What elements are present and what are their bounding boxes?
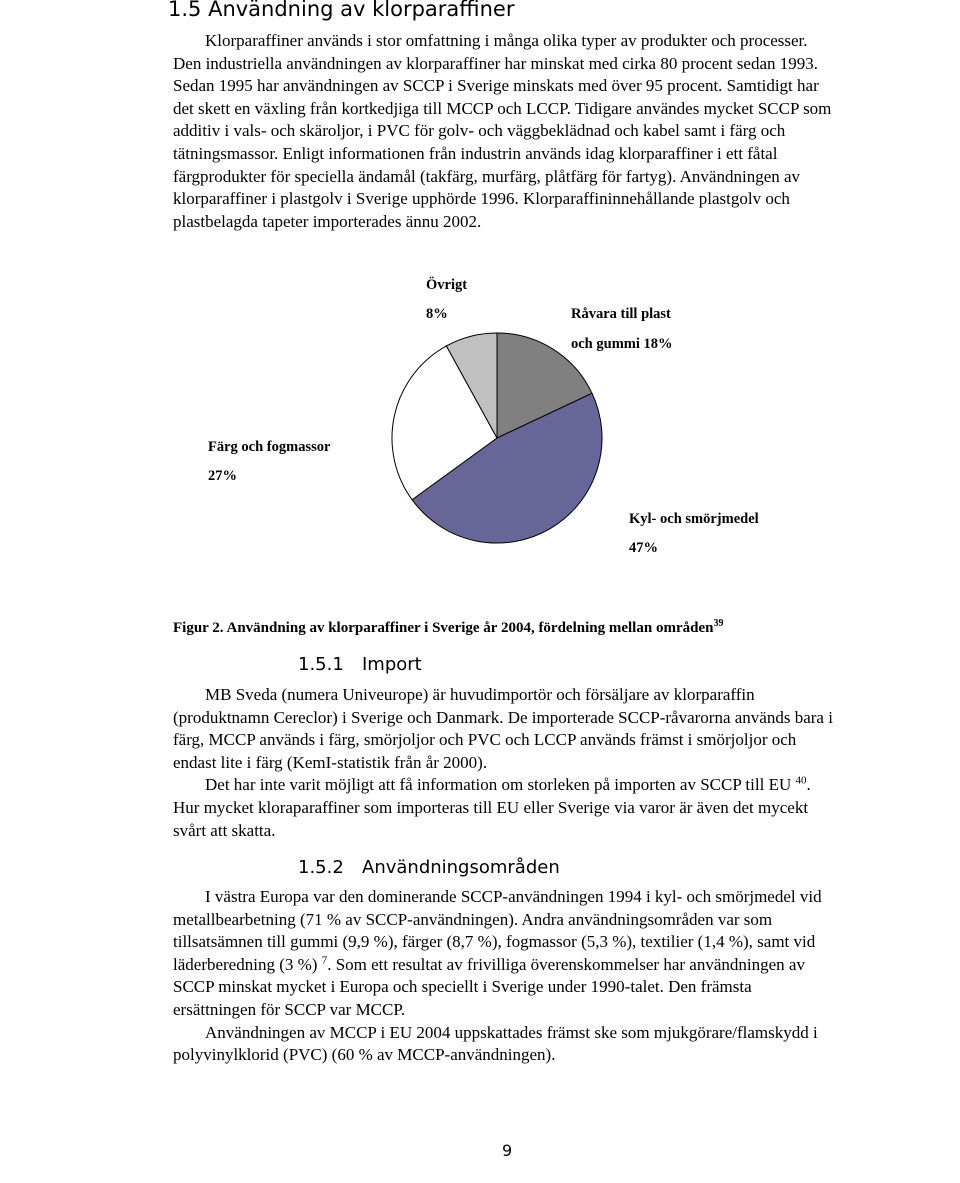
- page-number: 9: [502, 1141, 513, 1160]
- areas-heading-number: 1.5.2: [298, 857, 344, 878]
- areas-paragraph-1: [173, 886, 835, 1022]
- slice-label-ravara-name: Råvara till plast: [571, 306, 671, 322]
- areas-heading-title: Användningsområden: [362, 857, 560, 878]
- areas-p1-text-a: I västra Europa var den dominerande SCCP-användningen 1994 i kyl- och smörjmedel vid metallbearbetning (71 % av SCCP-användningen). Andra användningsområden var som tillsatsämnen till gummi (9,9 %), färger (8,7 %), fogmassor (5,3 %), textilier (1,4 %), samt vid läderberedning (3 %): [173, 887, 822, 974]
- import-p2-text-a: Det har inte varit möjligt att få information om storleken på importen av SCCP till EU: [205, 775, 792, 795]
- areas-p1-text-b: . Som ett resultat av frivilliga överenskommelser har användningen av SCCP minskat mycket i Europa och speciellt i Sverige under 1990-talet. Den främsta ersättningen för SCCP var MCCP.: [173, 954, 805, 1019]
- label-ovrigt: [426, 276, 467, 322]
- usage-pie-chart: [150, 262, 759, 562]
- slice-label-ovrigt-value: 8%: [426, 306, 448, 322]
- import-p2-text-b: . Hur mycket kloraparaffiner som importeras till EU eller Sverige via varor är även det mycekt svårt att skatta.: [173, 775, 811, 840]
- figure-caption-ref: 39: [713, 618, 724, 629]
- slice-label-farg-name: Färg och fogmassor: [208, 439, 331, 455]
- slice-label-ravara-value: och gummi 18%: [571, 336, 673, 352]
- import-body: [173, 684, 835, 842]
- areas-heading: [298, 857, 560, 878]
- figure-caption: [173, 620, 723, 637]
- import-heading-title: Import: [362, 654, 422, 675]
- figure-caption-text: Figur 2. Användning av klorparaffiner i Sverige år 2004, fördelning mellan områden: [173, 620, 714, 636]
- intro-text: Klorparaffiner används i stor omfattning i många olika typer av produkter och processer. Den industriella användningen av klorparaffiner har minskat med cirka 80 procent sedan 1993. Sedan 1995 har användningen av SCCP i Sverige minskats med över 95 procent. Samtidigt har det skett en växling från kortkedjiga till MCCP och LCCP. Tidigare användes mycket SCCP som additiv i vals- och skäroljor, i PVC för golv- och väggbeklädnad och kabel samt i färg och tätningsmassor. Enligt informationen från industrin används idag klorparaffiner i ett fåtal färgprodukter för speciella ändamål (takfärg, murfärg, plåtfärg för fartyg). Användningen av klorparaffiner i plastgolv i Sverige upphörde 1996. Klorparaffininnehållande plastgolv och plastbelagda tapeter importerades ännu 2002.: [173, 31, 832, 231]
- slice-label-kyl-name: Kyl- och smörjmedel: [629, 511, 759, 527]
- section-heading: 1.5 Användning av klorparaffiner: [168, 0, 515, 21]
- label-kyl: [629, 511, 759, 556]
- slice-label-ovrigt-name: Övrigt: [426, 277, 468, 293]
- label-farg: [208, 439, 331, 484]
- import-heading-number: 1.5.1: [298, 654, 344, 675]
- pie-slices: [392, 333, 602, 543]
- import-heading: [298, 654, 422, 675]
- areas-body: [173, 886, 835, 1067]
- label-ravara: [571, 306, 673, 352]
- slice-label-farg-value: 27%: [208, 468, 237, 484]
- import-paragraph-1: MB Sveda (numera Univeurope) är huvudimportör och försäljare av klorparaffin (produktnamn Cereclor) i Sverige och Danmark. De importerade SCCP-råvarorna används bara i färg, MCCP används i färg, smörjoljor och PVC och LCCP används främst i smörjoljor och endast lite i färg (KemI-statistik från år 2000).: [173, 685, 833, 772]
- slice-label-kyl-value: 47%: [629, 540, 658, 556]
- intro-paragraph: [173, 30, 835, 233]
- import-paragraph-2: [173, 774, 835, 842]
- areas-paragraph-2: Användningen av MCCP i EU 2004 uppskattades främst ske som mjukgörare/flamskydd i polyvinylklorid (PVC) (60 % av MCCP-användningen).: [173, 1022, 818, 1065]
- import-p2-ref: 40: [795, 774, 807, 787]
- areas-p1-ref: 7: [321, 954, 328, 967]
